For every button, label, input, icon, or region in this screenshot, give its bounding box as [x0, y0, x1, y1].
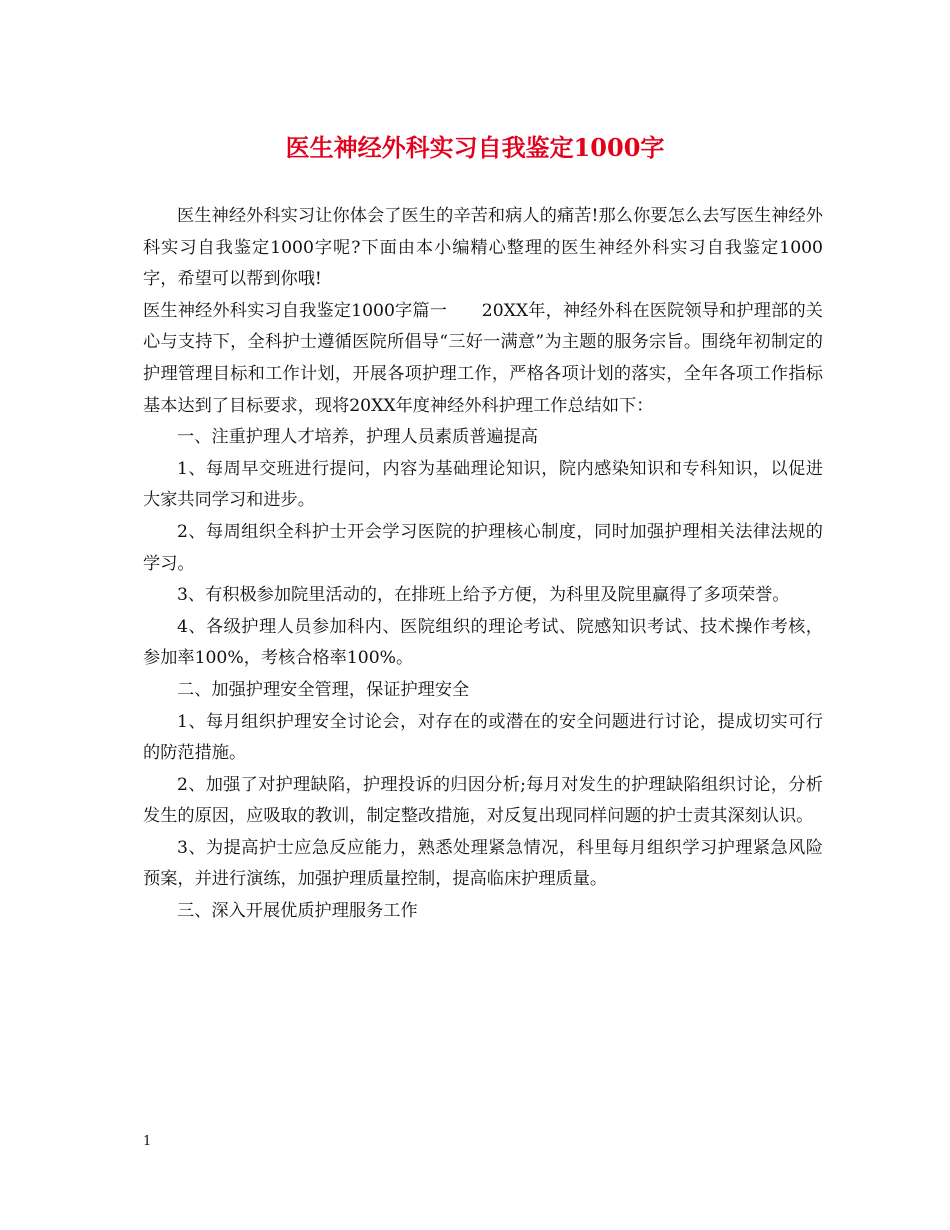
section-heading-1: 一、注重护理人才培养，护理人员素质普遍提高	[177, 427, 538, 448]
section-intro-paragraph: 医生神经外科实习自我鉴定1000字篇一 20XX年，神经外科在医院领导和护理部的关心与支持下，全科护士遵循医院所倡导“三好一满意”为主题的服务宗旨。围绕年初制定的护理管理目标和工作计划，开展各项护理工作，严格各项计划的落实，全年各项工作指标基本达到了目标要求，现将20XX年度神经外科护理工作总结如下：	[143, 300, 823, 416]
intro-paragraph: 医生神经外科实习让你体会了医生的辛苦和病人的痛苦!那么你要怎么去写医生神经外科实习自我鉴定1000字呢?下面由本小编精心整理的医生神经外科实习自我鉴定1000字，希望可以帮到你哦!	[143, 206, 823, 290]
list-item-1-2: 2、每周组织全科护士开会学习医院的护理核心制度，同时加强护理相关法律法规的学习。	[143, 521, 823, 574]
list-item-1-1: 1、每周早交班进行提问，内容为基础理论知识，院内感染知识和专科知识，以促进大家共同学习和进步。	[143, 458, 823, 511]
section-heading-3: 三、深入开展优质护理服务工作	[177, 901, 418, 922]
section-heading-2: 二、加强护理安全管理，保证护理安全	[177, 679, 470, 700]
page-number: 1	[143, 1134, 152, 1149]
document-title: 医生神经外科实习自我鉴定1000字	[285, 133, 665, 162]
list-item-1-3: 3、有积极参加院里活动的，在排班上给予方便，为科里及院里赢得了多项荣誉。	[177, 585, 790, 606]
document-body	[143, 201, 823, 928]
list-item-2-2: 2、加强了对护理缺陷，护理投诉的归因分析;每月对发生的护理缺陷组织讨论，分析发生的原因，应吸取的教训，制定整改措施，对反复出现同样问题的护士责其深刻认识。	[143, 774, 823, 827]
list-item-2-3: 3、为提高护士应急反应能力，熟悉处理紧急情况，科里每月组织学习护理紧急风险预案，并进行演练，加强护理质量控制，提高临床护理质量。	[143, 837, 823, 890]
list-item-2-1: 1、每月组织护理安全讨论会，对存在的或潜在的安全问题进行讨论，提成切实可行的防范措施。	[143, 711, 823, 764]
list-item-1-4: 4、各级护理人员参加科内、医院组织的理论考试、院感知识考试、技术操作考核，参加率100%，考核合格率100%。	[143, 616, 823, 669]
